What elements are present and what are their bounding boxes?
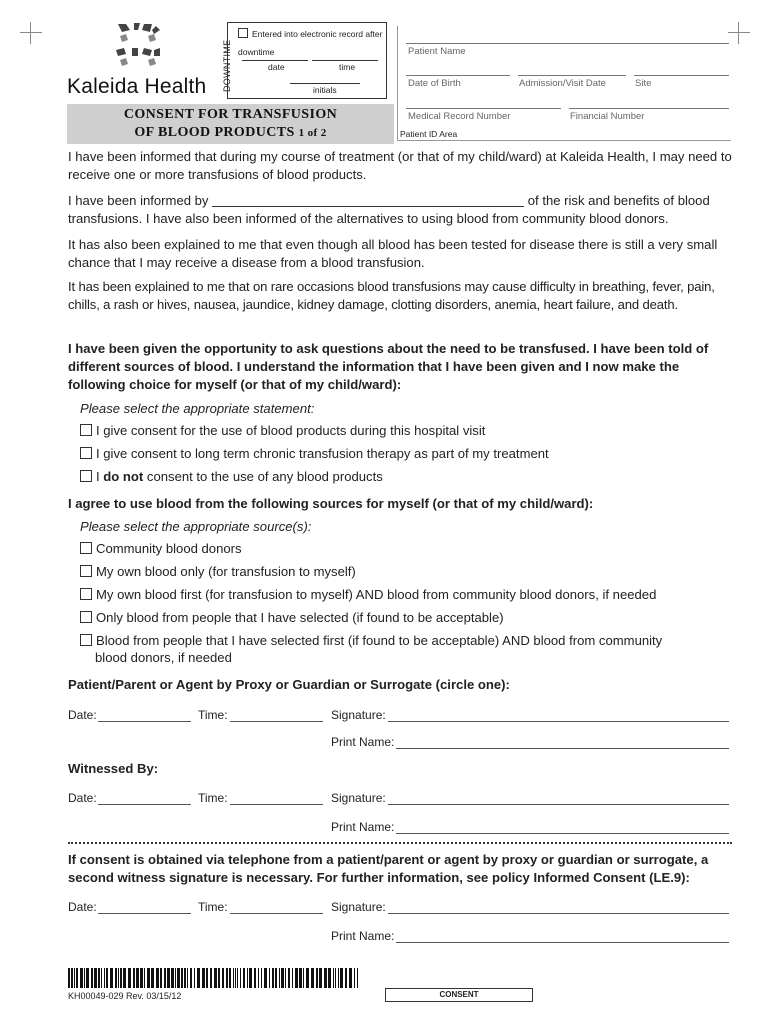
select-sources-prompt: Please select the appropriate source(s): [80,519,312,534]
barcode-bar [184,968,186,988]
barcode-bar [335,968,336,988]
second-witness-signature-label: Signature: [331,900,386,914]
downtime-date-line [242,60,308,61]
barcode-bar [319,968,322,988]
choice-no-consent: I do not consent to the use of any blood products [80,468,383,486]
barcode-bar [144,968,145,988]
source-own-first: My own blood first (for transfusion to myself) AND blood from community blood donors, if needed [80,586,656,604]
barcode-bar [181,968,183,988]
paragraph-informed-by: I have been informed by of the risk and benefits of blood [68,193,710,208]
downtime-initials-line [290,83,360,84]
barcode-bar [333,968,334,988]
barcode-bar [206,968,208,988]
source-selected-first-line2: blood donors, if needed [95,650,232,665]
downtime-checkbox[interactable] [238,28,248,38]
source-own-first-checkbox[interactable] [80,588,92,600]
source-own-only: My own blood only (for transfusion to myself) [80,563,356,581]
barcode-bar [164,968,166,988]
barcode-bar [194,968,195,988]
barcode-bar [98,968,100,988]
choice-consent-chronic: I give consent to long term chronic transfusion therapy as part of my treatment [80,445,549,463]
patient-time-field[interactable] [230,721,323,722]
barcode-bar [311,968,314,988]
witness-print-name-label: Print Name: [331,820,395,834]
barcode-bar [140,968,143,988]
barcode-bar [197,968,200,988]
barcode-bar [269,968,270,988]
barcode-bar [235,968,236,988]
barcode-bar [147,968,150,988]
barcode-bar [160,968,162,988]
witness-time-field[interactable] [230,804,323,805]
patient-signature-field[interactable] [388,721,729,722]
barcode-bar [233,968,234,988]
barcode-bar [84,968,85,988]
form-title-line1: CONSENT FOR TRANSFUSION [123,107,338,122]
downtime-time-line [312,60,378,61]
barcode-bar [254,968,256,988]
barcode-bar [354,968,355,988]
second-witness-print-name-field[interactable] [396,942,729,943]
barcode-bar [74,968,75,988]
form-code: KH00049-029 Rev. 03/15/12 [68,991,182,1001]
barcode-bar [214,968,217,988]
barcode-bar [279,968,280,988]
barcode-bar [258,968,259,988]
barcode-bar [243,968,245,988]
form-title-line2: OF BLOOD PRODUCTS 1 of 2 [134,125,327,140]
source-own-only-checkbox[interactable] [80,565,92,577]
source-selected-first-checkbox[interactable] [80,634,92,646]
barcode-bar [240,968,241,988]
barcode-bar [177,968,180,988]
barcode-bar [272,968,274,988]
second-witness-time-label: Time: [198,900,228,914]
mrn-line [406,108,561,109]
barcode [68,968,361,988]
logo-text: Kaleida Health [67,75,207,98]
downtime-date-label: date [268,62,285,72]
barcode-bar [156,968,159,988]
financial-number-label: Financial Number [570,111,645,122]
barcode-bar [202,968,205,988]
paragraph-informed-need: I have been informed that during my course of treatment (or that of my child/ward) at Kaleida Health, I may need to receive one or more transfusions of blood products. [68,149,732,182]
barcode-bar [86,968,89,988]
barcode-bar [128,968,131,988]
patient-print-name-label: Print Name: [331,735,395,749]
admission-line [518,75,626,76]
informed-by-field[interactable] [212,194,524,207]
barcode-bar [357,968,358,988]
downtime-checkbox-label: Entered into electronic record after downtime [238,29,383,57]
barcode-bar [80,968,83,988]
form-title-box [67,104,394,144]
barcode-bar [136,968,139,988]
patient-signer-heading: Patient/Parent or Agent by Proxy or Guardian or Surrogate (circle one): [68,677,510,692]
barcode-bar [285,968,286,988]
patient-date-label: Date: [68,708,97,722]
downtime-time-label: time [339,62,356,72]
barcode-bar [222,968,224,988]
source-selected-only-checkbox[interactable] [80,611,92,623]
barcode-bar [123,968,126,988]
barcode-bar [118,968,119,988]
barcode-bar [324,968,327,988]
choice-consent-visit-checkbox[interactable] [80,424,92,436]
barcode-bar [94,968,97,988]
dob-line [406,75,510,76]
witness-signature-field[interactable] [388,804,729,805]
barcode-bar [247,968,248,988]
barcode-bar [316,968,318,988]
barcode-bar [338,968,339,988]
barcode-bar [226,968,228,988]
kaleida-logo-icon [112,20,164,70]
financial-line [569,108,729,109]
witness-time-label: Time: [198,791,228,805]
paragraph-informed-by-line2: transfusions. I have also been informed of the alternatives to using blood from community blood donors. [68,211,669,226]
witness-print-name-field[interactable] [396,833,729,834]
patient-print-name-field[interactable] [396,748,729,749]
patient-date-field[interactable] [98,721,191,722]
second-witness-date-label: Date: [68,900,97,914]
barcode-bar [68,968,70,988]
barcode-bar [210,968,212,988]
downtime-checkbox-row [238,24,383,60]
barcode-bar [306,968,309,988]
witness-heading: Witnessed By: [68,761,159,776]
source-selected-first: Blood from people that I have selected first (if found to be acceptable) AND blood from community [80,632,662,650]
barcode-bar [340,968,343,988]
site-line [634,75,729,76]
barcode-bar [349,968,352,988]
barcode-bar [187,968,188,988]
patient-name-line [406,43,729,44]
barcode-bar [175,968,176,988]
crop-mark-left [20,22,42,44]
crop-mark-right [728,22,750,44]
witness-date-label: Date: [68,791,97,805]
paragraph-side-effects: It has been explained to me that on rare occasions blood transfusions may cause difficulty in breathing, fever, pain, chills, a rash or hives, nausea, jaundice, kidney damage, clotting disorders, anemia, heart failure, and death. [68,279,715,312]
dotted-divider [68,842,732,844]
barcode-bar [264,968,267,988]
barcode-bar [91,968,93,988]
barcode-bar [120,968,122,988]
paragraph-disease-risk: It has also been explained to me that even though all blood has been tested for disease there is still a very small chance that I may receive a disease from a blood transfusion. [68,237,718,270]
barcode-bar [328,968,331,988]
patient-signature-label: Signature: [331,708,386,722]
barcode-bar [218,968,220,988]
barcode-bar [229,968,231,988]
consent-box-label: CONSENT [439,990,479,999]
witness-signature-label: Signature: [331,791,386,805]
source-selected-only: Only blood from people that I have selected (if found to be acceptable) [80,609,504,627]
barcode-bar [190,968,192,988]
dob-label: Date of Birth [408,78,461,89]
downtime-label: DOWNTIME [222,39,232,92]
barcode-bar [249,968,252,988]
patient-time-label: Time: [198,708,228,722]
page-indicator: 1 of 2 [298,127,327,139]
patient-id-area-label: Patient ID Area [400,129,458,139]
second-witness-signature-field[interactable] [388,913,729,914]
barcode-bar [71,968,73,988]
barcode-bar [288,968,290,988]
barcode-bar [133,968,135,988]
barcode-bar [275,968,277,988]
barcode-bar [299,968,302,988]
barcode-bar [261,968,262,988]
barcode-bar [171,968,174,988]
select-statement-prompt: Please select the appropriate statement: [80,401,315,416]
choice-no-consent-checkbox[interactable] [80,470,92,482]
consent-box [385,988,533,1002]
mrn-label: Medical Record Number [408,111,511,122]
barcode-bar [303,968,304,988]
admission-date-label: Admission/Visit Date [519,78,606,89]
barcode-bar [292,968,293,988]
choice-consent-visit: I give consent for the use of blood products during this hospital visit [80,422,485,440]
barcode-bar [101,968,102,988]
witness-date-field[interactable] [98,804,191,805]
second-witness-print-name-label: Print Name: [331,929,395,943]
paragraph-choice: I have been given the opportunity to ask questions about the need to be transfused. I have been told of different sources of blood. I understand the information that I have been given and I now make the following choice for myself (or that of my child/ward): [68,341,709,392]
barcode-bar [106,968,108,988]
second-witness-date-field[interactable] [98,913,191,914]
downtime-initials-label: initials [313,85,337,95]
source-community: Community blood donors [80,540,242,558]
telephone-consent-note: If consent is obtained via telephone from a patient/parent or agent by proxy or guardian or surrogate, a second witness signature is necessary. For further information, see policy Informed Consent (LE.9): [68,852,709,885]
barcode-bar [237,968,238,988]
barcode-bar [167,968,170,988]
barcode-bar [104,968,105,988]
second-witness-time-field[interactable] [230,913,323,914]
barcode-bar [110,968,113,988]
source-community-checkbox[interactable] [80,542,92,554]
barcode-bar [295,968,298,988]
barcode-bar [115,968,117,988]
site-label: Site [635,78,652,89]
sources-heading: I agree to use blood from the following sources for myself (or that of my child/ward): [68,496,594,511]
choice-consent-chronic-checkbox[interactable] [80,447,92,459]
barcode-bar [345,968,347,988]
barcode-bar [151,968,154,988]
patient-name-label: Patient Name [408,46,466,57]
barcode-bar [76,968,78,988]
barcode-bar [281,968,284,988]
